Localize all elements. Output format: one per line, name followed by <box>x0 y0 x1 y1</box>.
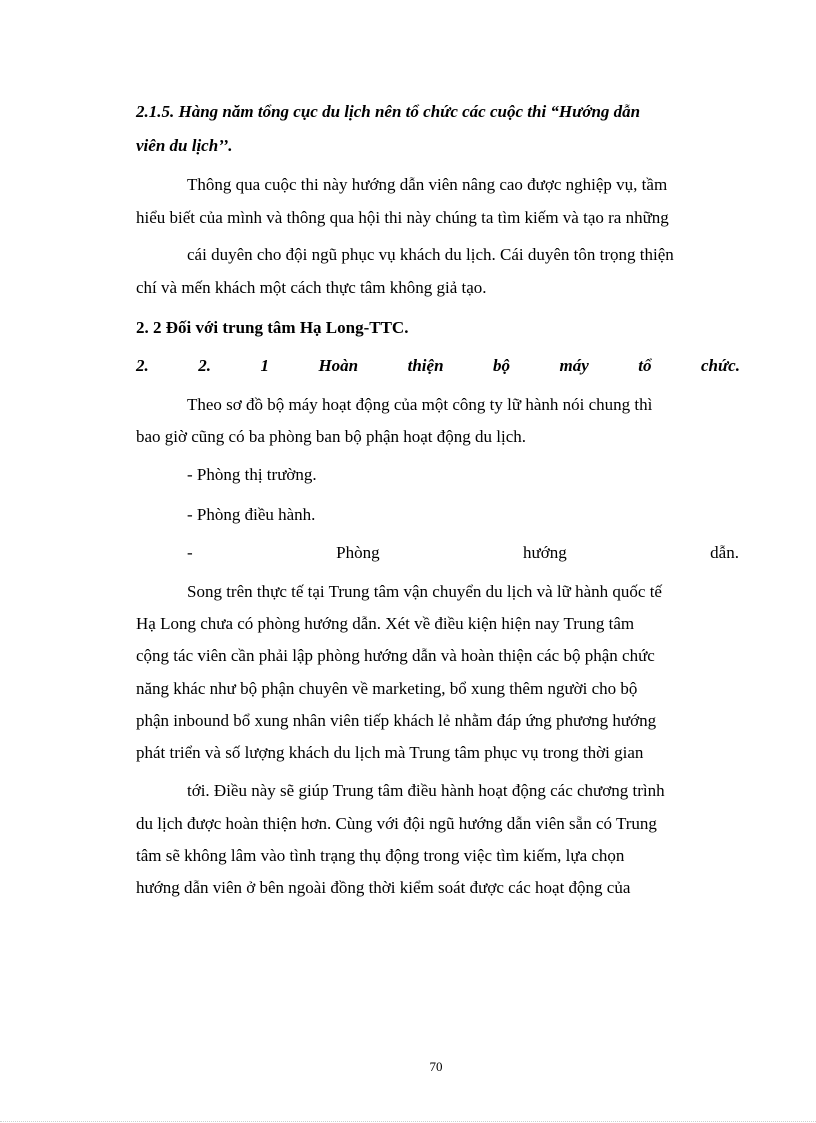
paragraph-line: Song trên thực tế tại Trung tâm vận chuyển du lịch và lữ hành quốc tế <box>187 582 662 601</box>
list-item-part: hướng <box>523 543 567 562</box>
paragraph-line: Hạ Long chưa có phòng hướng dẫn. Xét về điều kiện hiện nay Trung tâm <box>136 614 635 633</box>
list-item <box>187 542 739 564</box>
paragraph-line: tâm sẽ không lâm vào tình trạng thụ động trong việc tìm kiếm, lựa chọn <box>136 846 625 865</box>
paragraph-line: tới. Điều này sẽ giúp Trung tâm điều hành hoạt động các chương trình <box>187 781 665 800</box>
list-item: - Phòng điều hành. <box>187 505 316 524</box>
list-item-part: dẫn. <box>710 543 739 562</box>
heading-part: máy <box>559 356 589 375</box>
section-heading-2-2: 2. 2 Đối với trung tâm Hạ Long-TTC. <box>136 318 409 337</box>
heading-part: thiện <box>407 356 444 375</box>
paragraph-line: cộng tác viên cần phải lập phòng hướng dẫn và hoàn thiện các bộ phận chức <box>136 646 655 665</box>
heading-part: tổ <box>638 356 652 375</box>
section-heading-2-2-1 <box>136 355 740 377</box>
paragraph-line: Thông qua cuộc thi này hướng dẫn viên nâng cao được nghiệp vụ, tầm <box>187 175 668 194</box>
page-bottom-divider <box>0 1121 816 1122</box>
page-number: 70 <box>429 1059 443 1074</box>
heading-part: 2. <box>198 356 211 375</box>
paragraph-line: phát triển và số lượng khách du lịch mà Trung tâm phục vụ trong thời gian <box>136 743 644 762</box>
list-item: - Phòng thị trường. <box>187 465 317 484</box>
paragraph-line: năng khác như bộ phận chuyên về marketing, bổ xung thêm người cho bộ <box>136 679 638 698</box>
heading-part: 2. <box>136 356 149 375</box>
paragraph-line: hiểu biết của mình và thông qua hội thi này chúng ta tìm kiếm và tạo ra những <box>136 208 669 227</box>
list-item-part: Phòng <box>336 543 380 562</box>
paragraph-line: phận inbound bổ xung nhân viên tiếp khách lẻ nhằm đáp ứng phương hướng <box>136 711 657 730</box>
list-item-part: - <box>187 543 193 562</box>
paragraph-line: bao giờ cũng có ba phòng ban bộ phận hoạt động du lịch. <box>136 427 526 446</box>
section-heading-2-1-5-cont: viên du lịch’’. <box>136 136 233 155</box>
heading-part: chức. <box>700 356 740 375</box>
paragraph-line: hướng dẫn viên ở bên ngoài đồng thời kiểm soát được các hoạt động của <box>136 878 631 897</box>
paragraph-line: cái duyên cho đội ngũ phục vụ khách du lịch. Cái duyên tôn trọng thiện <box>187 245 674 264</box>
heading-part: bộ <box>493 356 511 375</box>
paragraph-line: chí và mến khách một cách thực tâm không giả tạo. <box>136 278 487 297</box>
heading-text: 2.1.5. Hàng năm tổng cục du lịch nên tổ chức các cuộc thi “Hướng dẫn <box>136 102 641 121</box>
paragraph-line: du lịch được hoàn thiện hơn. Cùng với đội ngũ hướng dẫn viên sẵn có Trung <box>136 814 657 833</box>
heading-part: 1 <box>260 356 269 375</box>
paragraph-line: Theo sơ đồ bộ máy hoạt động của một công ty lữ hành nói chung thì <box>187 395 653 414</box>
section-heading-2-1-5 <box>136 101 740 123</box>
heading-part: Hoàn <box>318 356 359 375</box>
